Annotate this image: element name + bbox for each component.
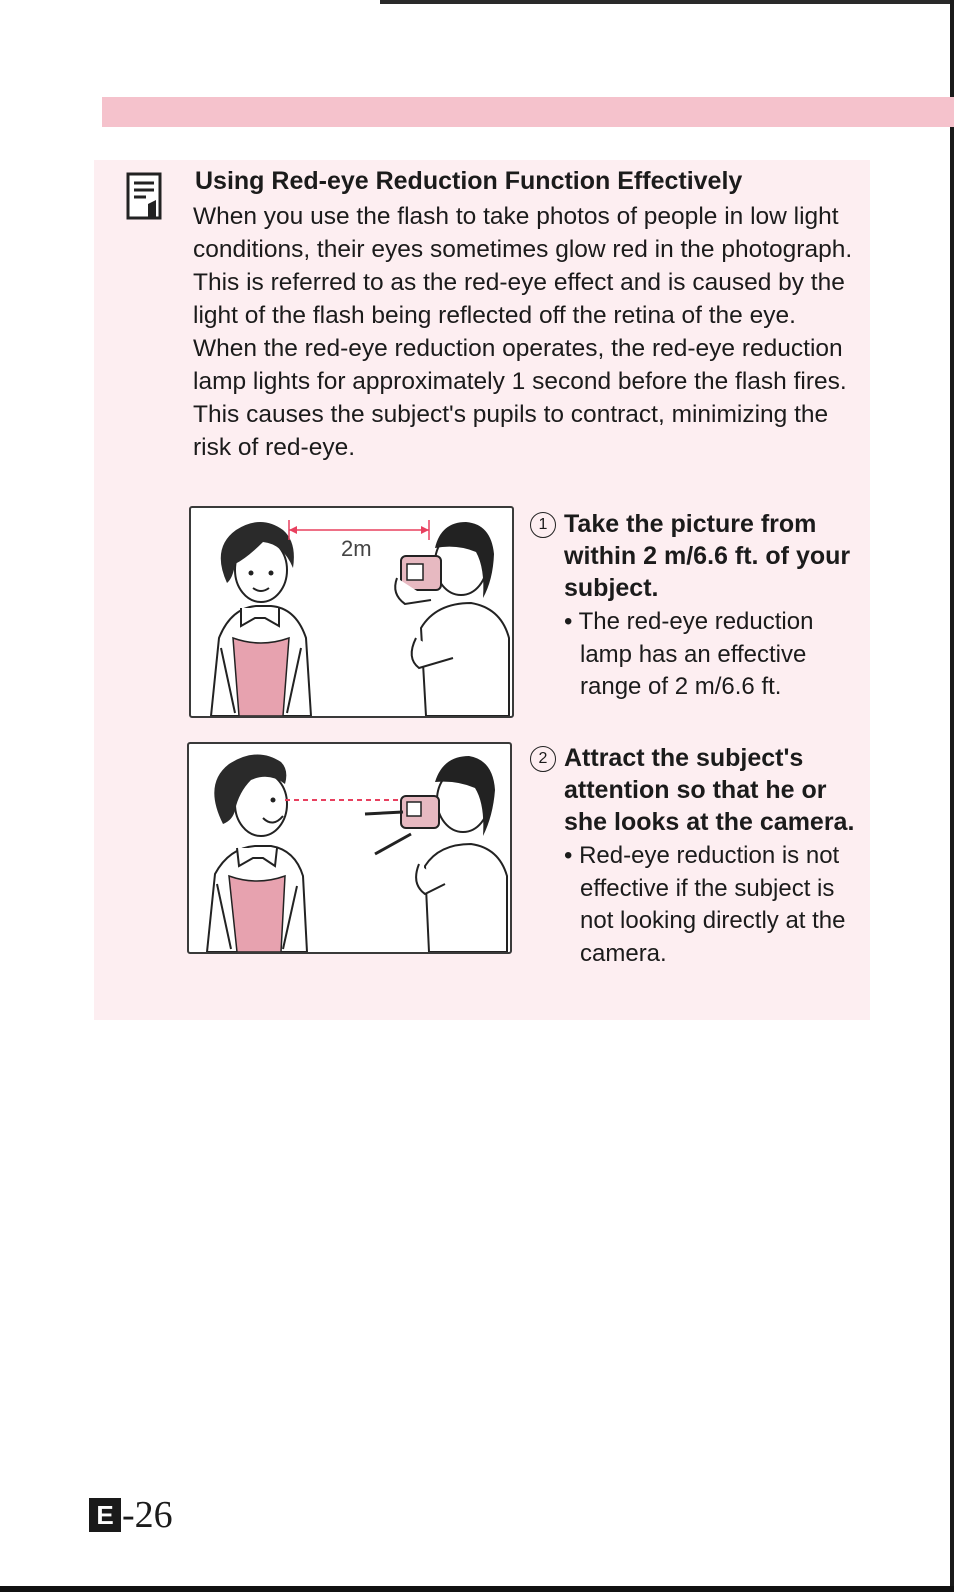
woman-figure bbox=[211, 522, 311, 716]
distance-label: 2m bbox=[341, 536, 372, 561]
memo-icon bbox=[126, 172, 162, 222]
illustration-attention bbox=[187, 742, 512, 954]
page-number bbox=[89, 1496, 173, 1536]
photographer-figure bbox=[395, 522, 509, 716]
page-edge-bottom bbox=[0, 1586, 954, 1592]
note-paragraph-1: When you use the flash to take photos of people in low light conditions, their eyes sometimes glow red in the photograph. This is referred to as the red-eye effect and is caused by the light of the flash being reflected off the retina of the eye. bbox=[193, 203, 853, 329]
section-header-bar bbox=[102, 97, 954, 127]
page-edge-top bbox=[380, 0, 954, 4]
step-1-heading: Take the picture from within 2 m/6.6 ft. of your subject. bbox=[564, 510, 851, 602]
attention-illustration-svg bbox=[189, 744, 510, 952]
step-1-bullet: • The red-eye reduction lamp has an effective range of 2 m/6.6 ft. bbox=[564, 608, 814, 700]
photographer-waving-figure bbox=[365, 756, 507, 952]
step-1 bbox=[530, 508, 870, 704]
step-2-bullet: • Red-eye reduction is not effective if the subject is not looking directly at the camera. bbox=[564, 842, 846, 967]
note-paragraph-2: When the red-eye reduction operates, the red-eye reduction lamp lights for approximately 1 second before the flash fires. This causes the subject's pupils to contract, minimizing the risk of red-eye. bbox=[193, 335, 847, 461]
illustration-distance bbox=[189, 506, 514, 718]
step-2-number: 2 bbox=[530, 746, 556, 772]
step-2-heading: Attract the subject's attention so that he or she looks at the camera. bbox=[564, 744, 855, 836]
step-1-number: 1 bbox=[530, 512, 556, 538]
step-2 bbox=[530, 742, 870, 970]
distance-illustration-svg bbox=[191, 508, 512, 716]
page-edge-right bbox=[950, 0, 954, 1592]
note-title: Using Red-eye Reduction Function Effectively bbox=[195, 167, 743, 195]
page-number-digits: -26 bbox=[122, 1494, 173, 1536]
note-body bbox=[193, 200, 873, 464]
language-tab: E bbox=[89, 1498, 121, 1532]
woman-looking-figure bbox=[207, 754, 307, 952]
